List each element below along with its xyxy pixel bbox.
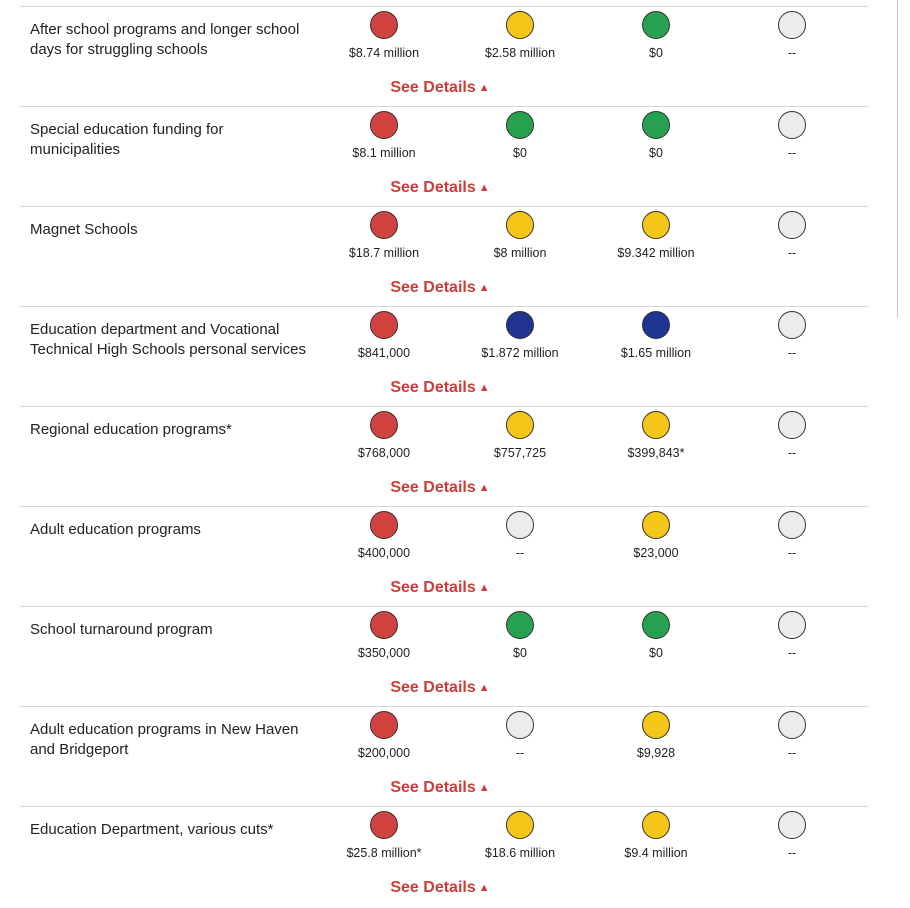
amount-label: $757,725 bbox=[493, 446, 547, 460]
table-row bbox=[20, 606, 868, 706]
column-a-cell bbox=[319, 411, 449, 460]
status-dot-yellow bbox=[642, 811, 670, 839]
status-dot-gray bbox=[778, 611, 806, 639]
column-b-cell bbox=[455, 611, 585, 660]
column-c-cell bbox=[591, 11, 721, 60]
status-dot-yellow bbox=[506, 211, 534, 239]
amount-label: $25.8 million* bbox=[346, 846, 422, 860]
see-details-label: See Details bbox=[390, 79, 476, 96]
status-dot-green bbox=[506, 611, 534, 639]
see-details-button[interactable] bbox=[350, 779, 530, 797]
status-dot-gray bbox=[778, 811, 806, 839]
status-dot-blue bbox=[506, 311, 534, 339]
see-details-label: See Details bbox=[390, 879, 476, 896]
amount-label: -- bbox=[787, 846, 797, 860]
column-b-cell bbox=[455, 211, 585, 260]
status-dot-yellow bbox=[506, 11, 534, 39]
amount-label: $9.4 million bbox=[624, 846, 688, 860]
amount-label: -- bbox=[515, 746, 525, 760]
amount-label: $23,000 bbox=[633, 546, 679, 560]
status-dot-gray bbox=[778, 311, 806, 339]
column-d-cell bbox=[727, 611, 857, 660]
amount-label: $0 bbox=[513, 146, 527, 160]
column-a-cell bbox=[319, 511, 449, 560]
column-d-cell bbox=[727, 411, 857, 460]
row-title: Adult education programs bbox=[30, 521, 201, 538]
amount-label: $0 bbox=[649, 646, 663, 660]
status-dot-yellow bbox=[642, 211, 670, 239]
column-d-cell bbox=[727, 511, 857, 560]
triangle-up-icon: ▲ bbox=[478, 582, 490, 594]
column-c-cell bbox=[591, 511, 721, 560]
table-row bbox=[20, 806, 868, 906]
row-title: After school programs and longer school days for struggling schools bbox=[30, 21, 300, 58]
triangle-up-icon: ▲ bbox=[478, 782, 490, 794]
amount-label: $768,000 bbox=[357, 446, 411, 460]
column-b-cell bbox=[455, 111, 585, 160]
see-details-button[interactable] bbox=[350, 679, 530, 697]
row-title: Adult education programs in New Haven and Bridgeport bbox=[30, 721, 299, 758]
see-details-button[interactable] bbox=[350, 879, 530, 897]
triangle-up-icon: ▲ bbox=[478, 382, 490, 394]
triangle-up-icon: ▲ bbox=[478, 882, 490, 894]
column-d-cell bbox=[727, 211, 857, 260]
row-title: Education department and Vocational Technical High Schools personal services bbox=[30, 321, 306, 358]
table-row bbox=[20, 406, 868, 506]
triangle-up-icon: ▲ bbox=[478, 682, 490, 694]
column-b-cell bbox=[455, 11, 585, 60]
amount-label: $8 million bbox=[493, 246, 547, 260]
status-dot-gray bbox=[778, 211, 806, 239]
status-dot-gray bbox=[506, 711, 534, 739]
status-dot-red bbox=[370, 511, 398, 539]
see-details-label: See Details bbox=[390, 579, 476, 596]
see-details-button[interactable] bbox=[350, 379, 530, 397]
see-details-button[interactable] bbox=[350, 279, 530, 297]
scrollbar[interactable] bbox=[897, 0, 898, 318]
status-dot-red bbox=[370, 111, 398, 139]
triangle-up-icon: ▲ bbox=[478, 82, 490, 94]
row-title: Education Department, various cuts* bbox=[30, 821, 274, 838]
row-title: School turnaround program bbox=[30, 621, 213, 638]
table-row bbox=[20, 206, 868, 306]
table-row bbox=[20, 306, 868, 406]
amount-label: $8.74 million bbox=[348, 46, 420, 60]
amount-label: -- bbox=[787, 646, 797, 660]
see-details-label: See Details bbox=[390, 479, 476, 496]
column-a-cell bbox=[319, 311, 449, 360]
amount-label: -- bbox=[787, 546, 797, 560]
amount-label: $8.1 million bbox=[352, 146, 416, 160]
amount-label: $400,000 bbox=[357, 546, 411, 560]
column-b-cell bbox=[455, 511, 585, 560]
budget-cuts-list bbox=[20, 6, 868, 906]
column-b-cell bbox=[455, 311, 585, 360]
amount-label: -- bbox=[787, 46, 797, 60]
status-dot-gray bbox=[778, 411, 806, 439]
column-c-cell bbox=[591, 611, 721, 660]
amount-label: -- bbox=[787, 446, 797, 460]
amount-label: $1.65 million bbox=[620, 346, 692, 360]
status-dot-yellow bbox=[642, 511, 670, 539]
status-dot-red bbox=[370, 411, 398, 439]
status-dot-yellow bbox=[642, 411, 670, 439]
column-a-cell bbox=[319, 111, 449, 160]
see-details-label: See Details bbox=[390, 679, 476, 696]
column-a-cell bbox=[319, 211, 449, 260]
triangle-up-icon: ▲ bbox=[478, 182, 490, 194]
status-dot-red bbox=[370, 311, 398, 339]
column-a-cell bbox=[319, 611, 449, 660]
amount-label: $9,928 bbox=[636, 746, 676, 760]
status-dot-red bbox=[370, 611, 398, 639]
amount-label: $399,843* bbox=[627, 446, 685, 460]
column-d-cell bbox=[727, 111, 857, 160]
column-a-cell bbox=[319, 11, 449, 60]
status-dot-red bbox=[370, 11, 398, 39]
amount-label: $18.7 million bbox=[348, 246, 420, 260]
row-title: Regional education programs* bbox=[30, 421, 232, 438]
see-details-button[interactable] bbox=[350, 579, 530, 597]
row-title: Magnet Schools bbox=[30, 221, 138, 238]
column-c-cell bbox=[591, 411, 721, 460]
amount-label: -- bbox=[515, 546, 525, 560]
status-dot-yellow bbox=[506, 411, 534, 439]
column-b-cell bbox=[455, 811, 585, 860]
column-a-cell bbox=[319, 711, 449, 760]
status-dot-green bbox=[642, 611, 670, 639]
status-dot-gray bbox=[778, 11, 806, 39]
column-d-cell bbox=[727, 11, 857, 60]
column-d-cell bbox=[727, 811, 857, 860]
see-details-label: See Details bbox=[390, 279, 476, 296]
amount-label: $1.872 million bbox=[481, 346, 559, 360]
status-dot-gray bbox=[778, 711, 806, 739]
column-c-cell bbox=[591, 211, 721, 260]
row-title: Special education funding for municipalities bbox=[30, 121, 224, 158]
amount-label: -- bbox=[787, 146, 797, 160]
amount-label: -- bbox=[787, 746, 797, 760]
column-c-cell bbox=[591, 311, 721, 360]
amount-label: $18.6 million bbox=[484, 846, 556, 860]
see-details-button[interactable] bbox=[350, 179, 530, 197]
status-dot-green bbox=[642, 11, 670, 39]
column-c-cell bbox=[591, 811, 721, 860]
status-dot-gray bbox=[506, 511, 534, 539]
see-details-label: See Details bbox=[390, 179, 476, 196]
amount-label: $200,000 bbox=[357, 746, 411, 760]
status-dot-yellow bbox=[506, 811, 534, 839]
table-row bbox=[20, 706, 868, 806]
column-c-cell bbox=[591, 111, 721, 160]
status-dot-green bbox=[506, 111, 534, 139]
see-details-label: See Details bbox=[390, 779, 476, 796]
status-dot-gray bbox=[778, 111, 806, 139]
status-dot-yellow bbox=[642, 711, 670, 739]
column-d-cell bbox=[727, 311, 857, 360]
status-dot-blue bbox=[642, 311, 670, 339]
status-dot-green bbox=[642, 111, 670, 139]
amount-label: $0 bbox=[649, 146, 663, 160]
table-row bbox=[20, 6, 868, 106]
status-dot-red bbox=[370, 711, 398, 739]
see-details-button[interactable] bbox=[350, 479, 530, 497]
column-c-cell bbox=[591, 711, 721, 760]
amount-label: -- bbox=[787, 346, 797, 360]
see-details-label: See Details bbox=[390, 379, 476, 396]
triangle-up-icon: ▲ bbox=[478, 282, 490, 294]
column-b-cell bbox=[455, 411, 585, 460]
amount-label: -- bbox=[787, 246, 797, 260]
amount-label: $9.342 million bbox=[617, 246, 695, 260]
table-row bbox=[20, 106, 868, 206]
status-dot-red bbox=[370, 211, 398, 239]
column-b-cell bbox=[455, 711, 585, 760]
amount-label: $2.58 million bbox=[484, 46, 556, 60]
table-row bbox=[20, 506, 868, 606]
status-dot-red bbox=[370, 811, 398, 839]
amount-label: $0 bbox=[513, 646, 527, 660]
status-dot-gray bbox=[778, 511, 806, 539]
see-details-button[interactable] bbox=[350, 79, 530, 97]
triangle-up-icon: ▲ bbox=[478, 482, 490, 494]
amount-label: $841,000 bbox=[357, 346, 411, 360]
column-a-cell bbox=[319, 811, 449, 860]
amount-label: $0 bbox=[649, 46, 663, 60]
amount-label: $350,000 bbox=[357, 646, 411, 660]
column-d-cell bbox=[727, 711, 857, 760]
